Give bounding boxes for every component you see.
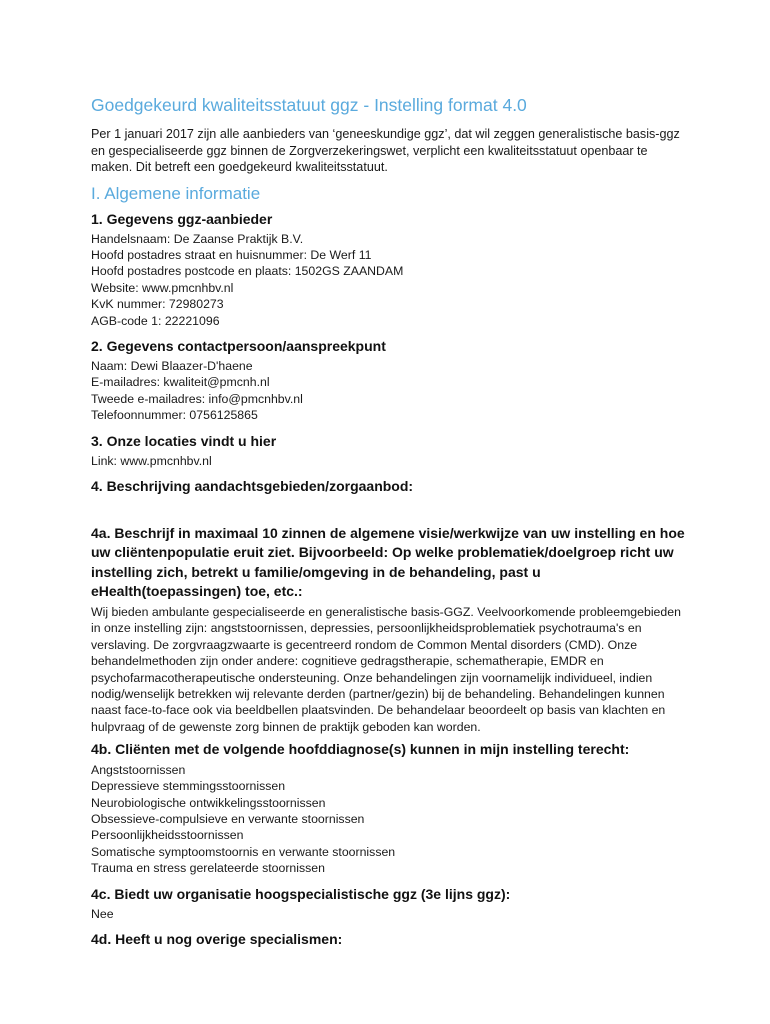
q4d-other-specialisms <box>91 930 691 950</box>
q3-locations <box>91 432 691 469</box>
q4b-heading: 4b. Cliënten met de volgende hoofddiagnose(s) kunnen in mijn instelling terecht: <box>91 741 630 758</box>
q4-care-offering <box>91 477 691 496</box>
q4-heading: 4. Beschrijving aandachtsgebieden/zorgaanbod: <box>91 477 414 494</box>
q4a-answer: Wij bieden ambulante gespecialiseerde en generalistische basis-GGZ. Veelvoorkomende probleemgebieden in onze instelling zijn: angststoornissen, depressies, persoonlijkheidsproblematiek psychotrauma's en verslaving. De zorgvraagzwaarte is gecentreerd rondom de Common Mental disorders (CMD). Onze behandelmethoden zijn onder andere: cognitieve gedragstherapie, schematherapie, EMDR en psychofarmacotherapeutische ondersteuning. Onze behandelingen zijn voornamelijk individueel, indien nodig/wenselijk betrekken wij relevante derden (partner/gezin) bij de behandeling. Behandelingen kunnen naast face-to-face ook via beeldbellen plaatsvinden. De behandelaar beoordeelt op basis van klachten en hulpvraag of de gewenste zorg binnen de praktijk geboden kan worden. <box>91 604 681 734</box>
q1-line-postcode: Hoofd postadres postcode en plaats: 1502GS ZAANDAM <box>91 264 404 279</box>
document-title: Goedgekeurd kwaliteitsstatuut ggz - Instelling format 4.0 <box>91 95 527 115</box>
document-content <box>91 93 691 952</box>
q1-line-trade-name: Handelsnaam: De Zaanse Praktijk B.V. <box>91 231 304 246</box>
q4b-item: Trauma en stress gerelateerde stoornissen <box>91 861 325 876</box>
q1-line-kvk: KvK nummer: 72980273 <box>91 297 224 312</box>
q4d-heading: 4d. Heeft u nog overige specialismen: <box>91 931 343 948</box>
section-title-general-info: I. Algemene informatie <box>91 183 261 203</box>
q4b-item: Neurobiologische ontwikkelingsstoornissen <box>91 795 326 810</box>
q4b-item: Somatische symptoomstoornis en verwante stoornissen <box>91 844 396 859</box>
q4b-item: Depressieve stemmingsstoornissen <box>91 779 286 794</box>
q3-line-link: Link: www.pmcnhbv.nl <box>91 453 212 468</box>
q4c-high-specialist <box>91 885 691 923</box>
q4b-item: Angststoornissen <box>91 762 186 777</box>
q1-line-agb: AGB-code 1: 22221096 <box>91 313 220 328</box>
q4b-item: Persoonlijkheidsstoornissen <box>91 828 244 843</box>
q2-line-email: E-mailadres: kwaliteit@pmcnh.nl <box>91 375 270 390</box>
q2-line-phone: Telefoonnummer: 0756125865 <box>91 408 258 423</box>
q4b-item: Obsessieve-compulsieve en verwante stoornissen <box>91 811 365 826</box>
q1-line-website: Website: www.pmcnhbv.nl <box>91 280 234 295</box>
q1-line-street: Hoofd postadres straat en huisnummer: De Werf 11 <box>91 247 372 262</box>
q4b-diagnoses <box>91 740 691 876</box>
q4c-heading: 4c. Biedt uw organisatie hoogspecialistische ggz (3e lijns ggz): <box>91 885 511 902</box>
q4c-answer: Nee <box>91 907 114 922</box>
q2-line-name: Naam: Dewi Blaazer-D'haene <box>91 358 253 373</box>
q2-line-second-email: Tweede e-mailadres: info@pmcnhbv.nl <box>91 391 303 406</box>
intro-paragraph: Per 1 januari 2017 zijn alle aanbieders van ‘geneeskundige ggz’, dat wil zeggen generalistische basis-ggz en gespecialiseerde ggz binnen de Zorgverzekeringswet, verplicht een kwaliteitsstatuut openbaar te maken. Dit betreft een goedgekeurd kwaliteitsstatuut. <box>91 127 680 174</box>
q4a-vision <box>91 524 691 735</box>
q2-contact-person <box>91 337 691 424</box>
q4a-heading: 4a. Beschrijf in maximaal 10 zinnen de algemene visie/werkwijze van uw instelling en hoe uw cliëntenpopulatie eruit ziet. Bijvoorbeeld: Op welke problematiek/doelgroep richt uw instelling zich, betrekt u familie/omgeving in de behandeling, past u eHealth(toepassingen) toe, etc.: <box>91 524 685 600</box>
q1-heading: 1. Gegevens ggz-aanbieder <box>91 210 273 227</box>
q2-heading: 2. Gegevens contactpersoon/aanspreekpunt <box>91 337 386 354</box>
q3-heading: 3. Onze locaties vindt u hier <box>91 432 277 449</box>
q1-provider-details <box>91 210 691 329</box>
